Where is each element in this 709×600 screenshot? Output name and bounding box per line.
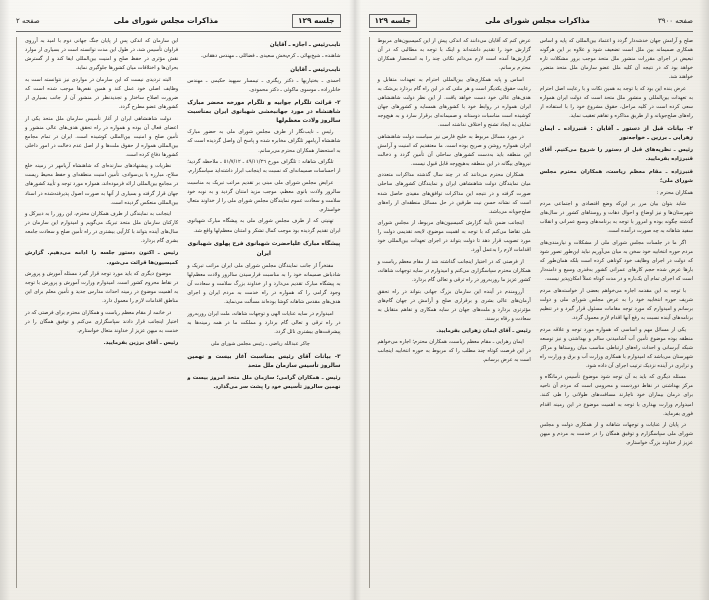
- paragraph: صلح و آرامش جهان خدشه‌دار گردد و اعتماد بین‌المللی که پایه و اساس همکاری صمیمانه بین ملل است تضعیف شود و علاوه بر این هرگونه تبعیض در اجرای مقررات منشور ملل متحد موجب بروز مشکلات تازه خواهد بود که در نتیجه آن کلیه ملل عضو سازمان ملل متحد متضرر خواهند شد.: [539, 38, 693, 81]
- paragraph: رئیس ـ نایب‌نگار از طرف مجلس شورای ملی به حضور مبارک شاهنشاه آریامهر تلگراف مخابره شده و پاسخ آن واصل گردیده است که به استحضار همکاران محترم می‌رسانم.: [187, 129, 341, 154]
- paragraph: اینجانب به نمایندگی از طرف همکاران محترم، این روز را به دبیرکل و کارکنان سازمان ملل متحد تبریک می‌گویم و امیدوارم این سازمان در سال‌های آینده بتواند با کارآیی بیشتری در راه تأمین صلح و سعادت جامعه بشری گام بردارد.: [25, 211, 179, 245]
- speaker-line: رئیس ـ همکاران گرامی؛ سازمان ملل متحد امروز بیست و نهمین سالروز تأسیس خود را پشت سر می‌گذارد.: [187, 374, 341, 391]
- addressee-heading: پیشگاه مبارک علیاحضرت شهبانوی فرح پهلوی شهبانوی ایران: [187, 240, 341, 257]
- speaker-line: رئیس ـ آقای برزین بفرمایید.: [103, 340, 179, 347]
- paragraph: موضوع دیگری که باید مورد توجه قرار گیرد مسئله آموزش و پرورش در نقاط محروم کشور است. امیدوارم وزارت آموزش و پرورش با توجه به اهمیت موضوع در زمینه احداث مدارس جدید و تأمین معلم برای این مناطق اقدامات لازم را معمول دارد.: [25, 271, 179, 305]
- page-left-header: [16, 14, 341, 32]
- paragraph: آرزومندم در آینده این سازمان بزرگ جهانی بتواند در راه تحقق آرمان‌های عالی بشری و برقراری صلح و آرامش در جهان گام‌های مؤثرتری بردارد و ملت‌های جهان در سایه همکاری و تفاهم متقابل به سعادت و رفاه برسند.: [377, 288, 531, 322]
- paragraph: اساس و پایه همکاری‌های بین‌المللی احترام به تعهدات متقابل و رعایت حقوق یکدیگر است و هر ملتی که در این راه گام بردارد بی‌شک به هدف‌های عالی خود دست خواهد یافت. از این نظر دولت شاهنشاهی ایران همواره در روابط خود با کشورهای همسایه و کشورهای جهان کوشیده است مناسبات دوستانه و صمیمانه‌ای برقرار سازد و به هیچ‌وجه تمایلی به ایجاد تشنج و اختلاف نداشته است.: [377, 76, 531, 129]
- section-heading: نایب‌رئیس ـ اجازه ـ آقایان: [269, 42, 341, 48]
- right-inner-column: [369, 37, 531, 588]
- page-right-edge-shadow: [699, 0, 709, 600]
- paragraph: از فرصتی که در اختیار اینجانب گذاشته شد از مقام معظم ریاست و همکاران محترم سپاسگزاری می‌کنم و امیدوارم در سایه توجهات شاهانه، کشور عزیز ما روز‌به‌روز در راه ترقی و تعالی گام بردارد.: [377, 258, 531, 284]
- speaker-line: قنبرزاده ـ مقام معظم ریاست، همکاران محترم مجلس شورای ملی؛: [539, 168, 693, 185]
- page-left-page-label: صفحه ٢: [16, 17, 40, 25]
- left-inner-column: [187, 37, 340, 588]
- paragraph: تهنیتی که از طرف مجلس شورای ملی به پیشگاه مبارک شهبانوی ایران تقدیم گردیده بود موجب کمال تشکر و امتنان معظم‌لها واقع شد.: [187, 218, 341, 234]
- paragraph: نظریات و پیشنهادهای سازنده‌ای که شاهنشاه آریامهر در زمینه خلع سلاح، مبارزه با بی‌سوادی، تأمین امنیت منطقه‌ای و حفظ محیط زیست در مجامع بین‌المللی ارائه فرموده‌اند، همواره مورد توجه و تأیید کشورهای جهان قرار گرفته و بسیاری از آنها به صورت اصول پذیرفته‌شده در اسناد بین‌المللی منعکس گردیده است.: [25, 163, 179, 206]
- page-right-header: [369, 14, 694, 32]
- speaker-line: رئیس ـ نظریه‌های قبل از دستور را شروع می‌کنیم. آقای قنبرزاده بفرمایید.: [539, 146, 693, 163]
- paragraph: مسئله دیگری که باید به آن توجه شود موضوع تأسیس درمانگاه و مرکز بهداشتی در نقاط دوردست و محرومی است که مردم آن ناحیه برای درمان بیماران خود ناچارند مسافت‌های طولانی را طی کنند. امیدوارم وزارت بهداری با توجه به اهمیت موضوع در این زمینه اقدام فوری بفرماید.: [539, 374, 693, 417]
- paragraph: در مورد مسائل مربوط به خلیج فارس نیز سیاست دولت شاهنشاهی ایران همواره روشن و صریح بوده است. ما معتقدیم که امنیت و آرامش این منطقه باید به‌دست کشورهای ساحلی آن تأمین گردد و دخالت نیروهای بیگانه در این منطقه به‌هیچ‌وجه قابل قبول نیست.: [377, 133, 531, 167]
- paragraph: عرایض مجلس شورای ملی مبنی بر تقدیم مراتب تبریک به مناسبت سالروز ولادت بانوی معظم، موجب مزید امتنان گردید و به نوبه خود سلامت و سعادت عموم نمایندگان مجلس شورای ملی را از خداوند متعال خواستارم.: [187, 179, 341, 213]
- section-heading: ٢- بیانات قبل از دستور ـ آقایان : قنبرزاده ـ ایمان زهرایی ـ برزین ـ خواجه‌نور: [539, 126, 693, 141]
- page-right-title: مذاکرات مجلس شورای ملی: [485, 16, 590, 25]
- paragraph: با توجه به این مقدمه اجازه می‌خواهم بعضی از خواسته‌های مردم شریف حوزه انتخابیه خود را به عرض مجلس شورای ملی و دولت برسانم و امیدوارم که مورد توجه مقامات مسئول قرار گیرد و در تنظیم برنامه‌های آینده نسبت به رفع آنها اقدام لازم معمول گردد.: [539, 287, 693, 321]
- page-right-page-label: صفحه ٣٩٠٠: [657, 17, 693, 25]
- section-heading: ٢- قرائت تلگرام جوابیه و تلگرام مورخه محضر مبارک شاهنشاه در مورد جهانبخشی شهبانوی ایران بمناسبت سالروز ولادت معظم‌لها: [187, 100, 341, 124]
- paragraph: دولت شاهنشاهی ایران از آغاز تأسیس سازمان ملل متحد یکی از اعضای فعال آن بوده و همواره در راه تحقق هدف‌های عالی منشور و تأمین صلح و امنیت بین‌المللی کوشیده است. ایران در تمام مجامع بین‌المللی همواره از حقوق ملت‌ها و از اصل عدم دخالت در امور داخلی کشورها دفاع کرده است.: [25, 115, 179, 158]
- page-right-session-label: جلسه ١٢٩: [369, 14, 417, 28]
- page-right: [355, 0, 709, 600]
- paragraph: شاهنده ـ شیخ‌بهائی ـ کرم‌بخش سعیدی ـ فضائلی ـ مهندس دهقانی.: [200, 53, 341, 60]
- paragraph: مفتخراً از جانب نمایندگان مجلس شورای ملی ایران مراتب تبریک و شادباش صمیمانه خود را به مناسبت فرارسیدن سالروز ولادت معظم‌لها به پیشگاه مبارک تقدیم می‌دارد و از خداوند بزرگ سلامت و سعادت آن وجود گرامی را که همواره در راه خدمت به مردم ایران و اجرای هدف‌های مقدس شاهانه کوشا بوده‌اند مسألت می‌نماید.: [187, 262, 341, 306]
- paragraph: شاید بتوان بیان مرز بر این‌که وضع اقتصادی و اجتماعی مردم شهرستان‌ها و نیز اوضاع و احوال دهات و روستاهای کشور در سال‌های گذشته چگونه بوده و امروز با توجه به برنامه‌های وسیع عمرانی و انقلاب سفید شاهانه به چه صورت درآمده است.: [539, 201, 693, 235]
- right-outer-column: [540, 37, 693, 588]
- paragraph: عرض بنده این بود که با توجه به همین نکات و با رعایت اصل احترام به تعهدات بین‌المللی و منشور ملل متحد است که دولت ایران همواره سعی کرده است در کلیه مراحل، حقوق مشروع خود را با استفاده از راه‌های صلح‌جویانه و از طریق مذاکره و تفاهم تعقیب نماید.: [539, 85, 693, 119]
- paragraph: یکی از مسائل مهم و اساسی که همواره مورد توجه و علاقه مردم منطقه بوده موضوع تأمین آب آشامیدنی سالم و بهداشتی و نیز توسعه شبکه آبرسانی و احداث راه‌های ارتباطی مناسب میان روستاها و مراکز شهرستان می‌باشد که امیدوارم با همکاری وزارت آب و برق و وزارت راه و ترابری در آینده نزدیک ترتیب اجرای آن داده شود.: [539, 326, 693, 369]
- page-left-session-label: جلسه ١٢٩: [292, 14, 340, 28]
- paragraph: عرض کنم که آقایان می‌دانند که اندکی پیش از این کمیسیون‌های مربوط گزارش خود را تقدیم داشته‌اند و اینک با توجه به مطالبی که در آن گزارش‌ها آمده است لازم می‌دانم نکاتی چند را به استحضار همکاران محترم برسانم.: [377, 38, 531, 72]
- signature-line: چاکر عبدالله ریاضی ـ رئیس مجلس شورای ملی: [210, 340, 310, 347]
- page-left-columns: [16, 37, 341, 588]
- page-right-columns: [369, 37, 694, 588]
- speaker-line: رئیس ـ اکنون دستور جلسه را ادامه می‌دهیم. گزارش کمیسیون‌ها قرائت می‌شود.: [25, 250, 179, 266]
- section-heading: نایب‌رئیس ـ آقایان: [290, 66, 341, 73]
- paragraph: اگر ما در جلسات مجلس شورای ملی از مشکلات و نیازمندی‌های مردم حوزه انتخابیه خود سخن به میان می‌آوریم نباید این‌طور تصور شود که دولت در اجرای وظایف خود کوتاهی کرده است بلکه همان‌طور که بارها عرض شده حجم کارهای عمرانی کشور به‌قدری وسیع و دامنه‌دار است که اجرای تمام آن یک‌باره و در مدت کوتاه عملاً امکان‌پذیر نیست.: [539, 239, 693, 283]
- paragraph: این سازمان که اندکی پس از پایان جنگ جهانی دوم با امید به آرزوی فراوان تأسیس شد، در طول این مدت توانسته است در بسیاری از موارد نقش مؤثری در حفظ صلح و امنیت بین‌المللی ایفا کند و از گسترش بحران‌ها و اختلافات میان کشورها جلوگیری نماید.: [25, 38, 179, 72]
- paragraph: البته تردیدی نیست که این سازمان در مواردی نیز نتوانسته است به وظایف اصلی خود عمل کند و همین نقص‌ها موجب شده است که ضرورت اصلاح ساختار و تجدیدنظر در منشور آن از جانب بسیاری از کشورهای عضو مطرح گردد.: [25, 76, 179, 110]
- speaker-line: رئیس ـ آقای ایمان زهرایی بفرمایید.: [436, 327, 531, 334]
- paragraph: احمدی ـ بختیاریها ـ دکتر ریگنری ـ تیمسار سپهبد حکیمی ـ مهندس خانلرزاده ـ موسوی ماکوئی ـ دکتر محمودی.: [187, 77, 341, 93]
- paragraph: امیدوارم در سایه عنایات الهی و توجهات شاهانه، ملت ایران روز‌به‌روز در راه ترقی و تعالی گام بردارد و مملکت ما در همه زمینه‌ها به پیشرفت‌های بیشتری نائل گردد.: [187, 310, 341, 335]
- paragraph: ایمان زهرایی ـ مقام معظم ریاست، همکاران محترم؛ اجازه می‌خواهم در این فرصت کوتاه چند مطلب را که مربوط به حوزه انتخابیه اینجانب است به عرض برسانم.: [377, 339, 531, 364]
- paragraph: تلگراف شاهانه : تلگراف مورخ ٤٩/١١/٢٦ ـ ٥١/٧/١٢ ـ ملاحظه گردید؛ از احساسات صمیمانه‌ای که نسبت به اینجانب ابراز داشته‌اید سپاسگزارم.: [187, 159, 341, 175]
- paragraph: در خاتمه از مقام معظم ریاست و همکاران محترم برای فرصتی که در اختیار اینجانب قرار دادند سپاسگزاری می‌کنم و توفیق همگان را در خدمت به میهن عزیز از خداوند متعال خواستارم.: [25, 309, 179, 335]
- paragraph: همکاران محترم :: [656, 189, 693, 196]
- paragraph: همکاران محترم می‌دانند که در چند سال گذشته مذاکرات متعددی میان نمایندگان دولت شاهنشاهی ایران و نمایندگان کشورهای ساحلی صورت گرفته و در نتیجه این مذاکرات توافق‌های مفیدی حاصل شده است که نشانه حسن نیت طرفین در حل مسائل منطقه‌ای از راه‌های صلح‌جویانه می‌باشد.: [377, 172, 531, 215]
- paragraph: اینجانب ضمن تأیید گزارش کمیسیون‌های مربوط، از مجلس شورای ملی تقاضا می‌کنم که با توجه به اهمیت موضوع، لایحه تقدیمی دولت را مورد تصویب قرار دهد تا دولت بتواند در اجرای تعهدات بین‌المللی خود اقدامات لازم را به‌عمل آورد.: [377, 220, 531, 254]
- section-heading: ٣- بیانات آقای رئیس بمناسبت آغاز بیست و نهمین سالروز تأسیس سازمان ملل متحد: [187, 353, 341, 369]
- page-left-title: مذاکرات مجلس شورای ملی: [113, 16, 219, 25]
- left-outer-column: [16, 37, 178, 588]
- paragraph: در پایان از عنایات و توجهات شاهانه و از همکاری دولت و مجلس شورای ملی سپاسگزارم و توفیق همگان را در خدمت به مردم و میهن عزیز از خداوند بزرگ خواستارم.: [539, 422, 693, 447]
- page-left-edge-shadow: [0, 0, 10, 600]
